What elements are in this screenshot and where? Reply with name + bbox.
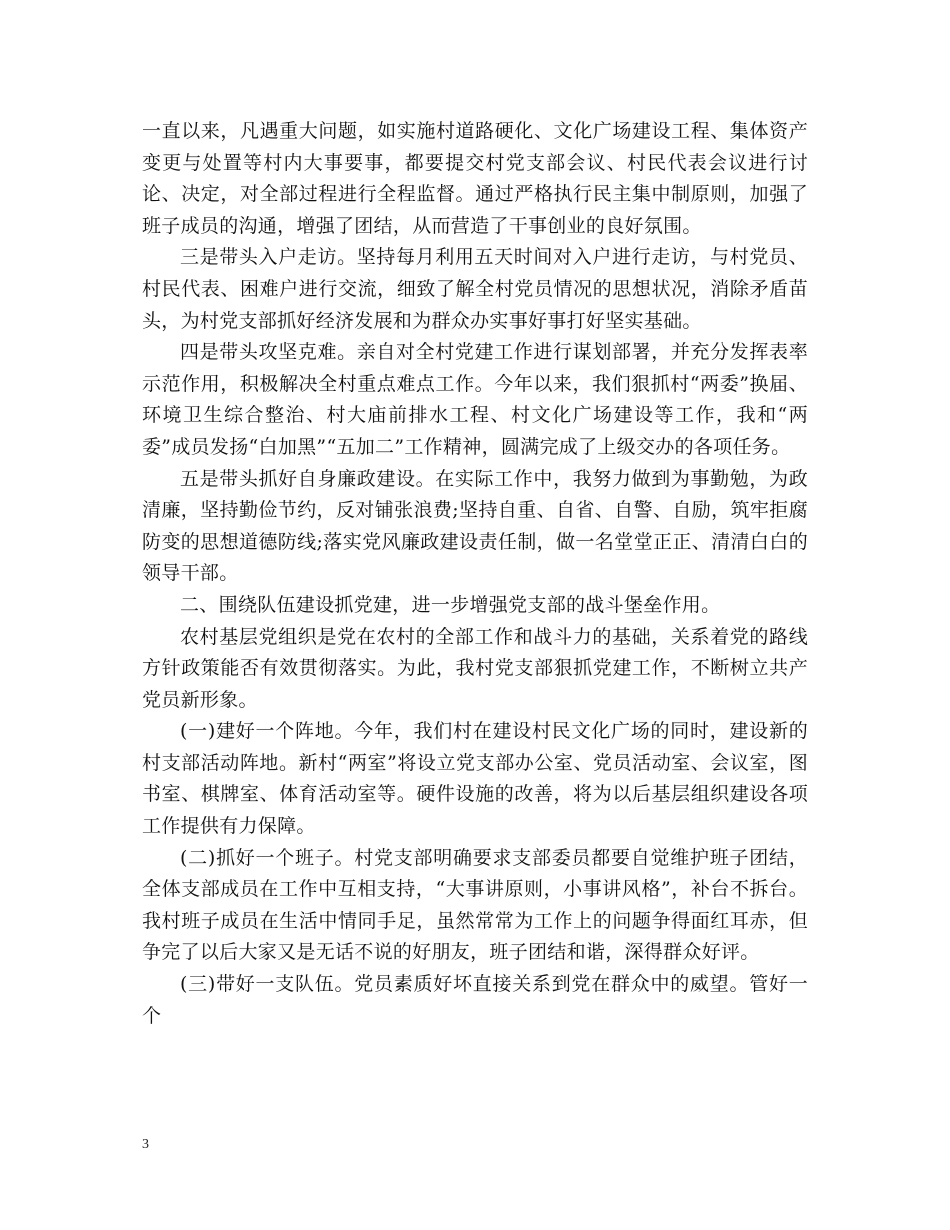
document-body — [142, 116, 808, 1032]
paragraph-home-visits: 三是带头入户走访。坚持每月利用五天时间对入户进行走访，与村党员、村民代表、困难户进行交流，细致了解全村党员情况的思想状况，消除矛盾苗头，为村党支部抓好经济发展和为群众办实事好事打好坚实基础。 — [142, 246, 808, 332]
paragraph-integrity-building: 五是带头抓好自身廉政建设。在实际工作中，我努力做到为事勤勉，为政清廉，坚持勤俭节约，反对铺张浪费;坚持自重、自省、自警、自励，筑牢拒腐防变的思想道德防线;落实党风廉政建设责任制，做一名堂堂正正、清清白白的领导干部。 — [142, 467, 808, 585]
section-heading-team-building: 二、围绕队伍建设抓党建，进一步增强党支部的战斗堡垒作用。 — [180, 593, 721, 616]
paragraph-tackle-difficulties: 四是带头攻坚克难。亲自对全村党建工作进行谋划部署，并充分发挥表率示范作用，积极解决全村重点难点工作。今年以来，我们狠抓村“两委”换届、环境卫生综合整治、村大庙前排水工程、村文化广场建设等工作，我和“两委”成员发扬“白加黑”“五加二”工作精神，圆满完成了上级交办的各项任务。 — [142, 341, 808, 458]
paragraph-continuation: 一直以来，凡遇重大问题，如实施村道路硬化、文化广场建设工程、集体资产变更与处置等村内大事要事，都要提交村党支部会议、村民代表会议进行讨论、决定，对全部过程进行全程监督。通过严格执行民主集中制原则，加强了班子成员的沟通，增强了团结，从而营造了干事创业的良好氛围。 — [142, 120, 808, 237]
page-number: 3 — [142, 1137, 149, 1152]
paragraph-leadership-team: (二)抓好一个班子。村党支部明确要求支部委员都要自觉维护班子团结，全体支部成员在工作中互相支持，“大事讲原则，小事讲风格”，补台不拆台。我村班子成员在生活中情同手足，虽然常常为工作上的问题争得面红耳赤，但争完了以后大家又是无话不说的好朋友，班子团结和谐，深得群众好评。 — [142, 846, 808, 964]
paragraph-lead-team: (三)带好一支队伍。党员素质好坏直接关系到党在群众中的威望。管好一个 — [142, 973, 808, 1027]
paragraph-build-position: (一)建好一个阵地。今年，我们村在建设村民文化广场的同时，建设新的村支部活动阵地。新村“两室”将设立党支部办公室、党员活动室、会议室，图书室、棋牌室、体育活动室等。硬件设施的改善，将为以后基层组织建设各项工作提供有力保障。 — [142, 720, 808, 838]
paragraph-grassroots-party: 农村基层党组织是党在农村的全部工作和战斗力的基础，关系着党的路线方针政策能否有效贯彻落实。为此，我村党支部狠抓党建工作，不断树立共产党员新形象。 — [142, 625, 808, 711]
